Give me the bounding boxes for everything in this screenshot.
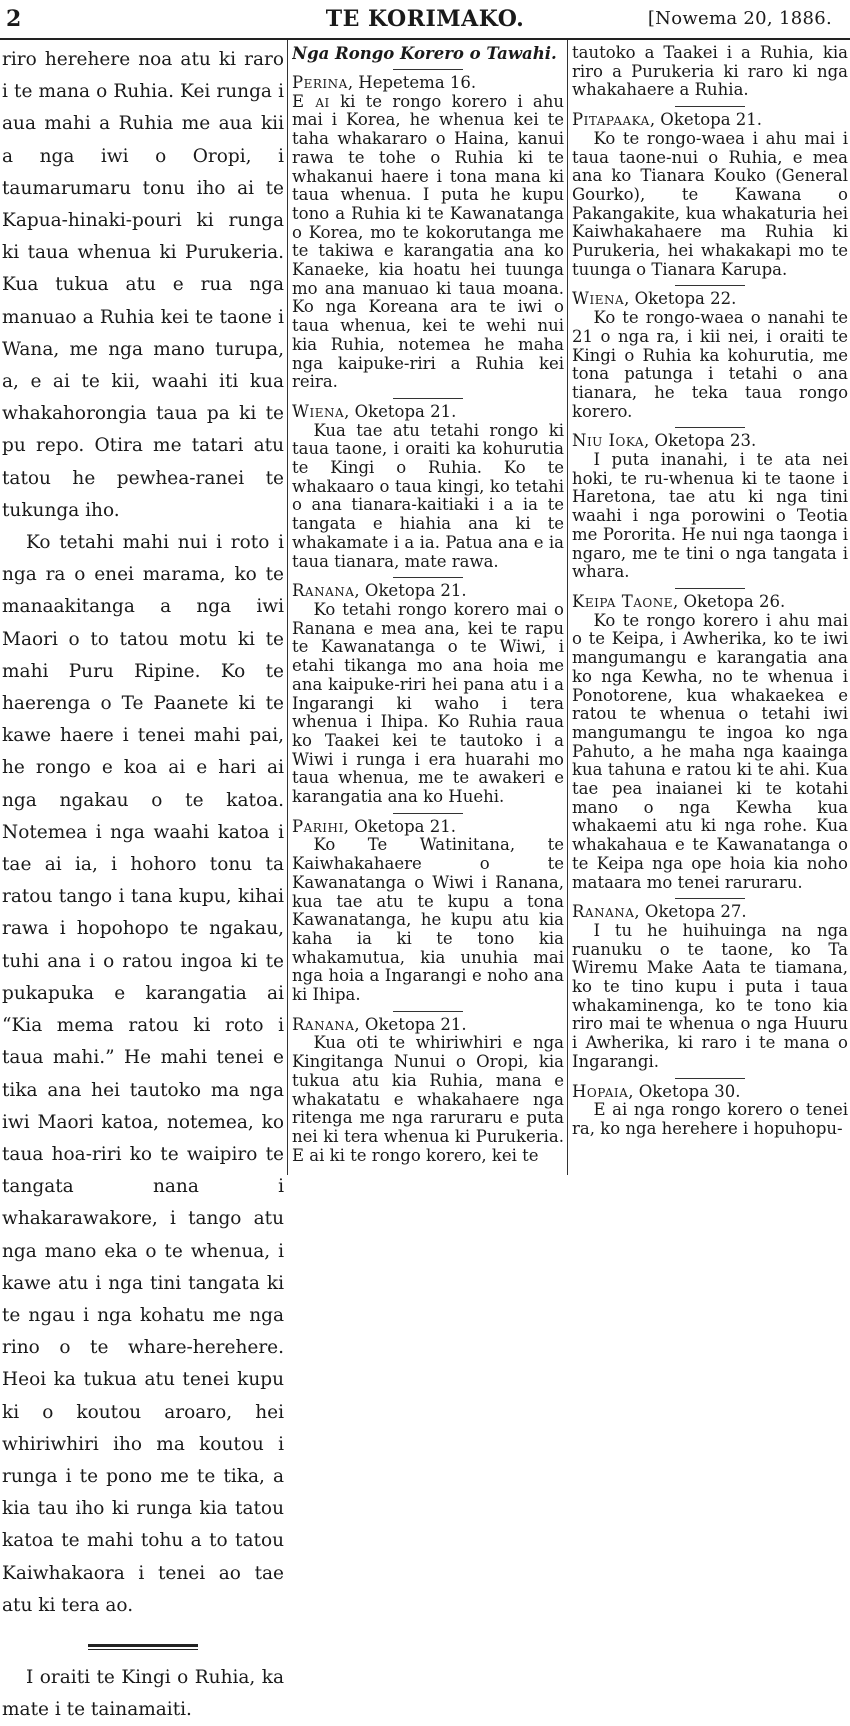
divider (393, 69, 463, 70)
divider (393, 577, 463, 578)
divider (675, 588, 745, 589)
editorial-paragraph: Ko tetahi mahi nui i roto i nga ra o enei marama, ko te manaakitanga a nga iwi Maori o to tatou motu ki te mahi Puru Ripine. Ko te haerenga o Te Paanete ki te kawe haere i tenei mahi pai, he rongo e koa ai e hari ai nga ngakau o te katoa. Notemea i nga waahi katoa i tae ai ia, i hohoro tonu ta ratou tango i tana kupu, kihai rawa i hopohopo te ngakau, tuhi ana i o ratou ingoa ki te pukapuka e karangatia ai “Kia mema ratou ki roto i taua mahi.” He mahi tenei e tika ana hei tautoko ma nga iwi Maori katoa, notemea, ko taua hoa-riri ko te waipiro te tangata nana i whakarawakore, i tango atu nga mano eka o te whenua, i kawe atu i nga tini tangata ki te ngau i nga kohatu me nga rino o te whare-herehere. Heoi ka tukua atu tenei kupu ki o koutou aroaro, hei whiriwhiri iho ma koutou i runga i te pono me te tika, a kia tau iho ki runga kia tatou katoa te mahi tohu a to tatou Kaiwhakaora i tenei ao tae atu ki tera ao. (2, 532, 284, 1616)
dateline: Ranana, Oketopa 21. (292, 581, 467, 601)
editorial-paragraph: I oraiti te Kingi o Ruhia, ka mate i te tainamaiti. (2, 1666, 284, 1721)
news-item: E ai nga rongo korero o tenei ra, ko nga herehere i hopuhopu- (572, 1100, 848, 1138)
dateline: Wiena, Oketopa 21. (292, 401, 457, 421)
column-divider (287, 40, 288, 1175)
dateline: Ranana, Oketopa 27. (572, 902, 747, 922)
dateline: Wiena, Oketopa 22. (572, 289, 737, 309)
page-header (0, 0, 850, 40)
news-item: I puta inanahi, i te ata nei hoki, te ru-whenua ki te taone i Haretona, tae atu ki nga tini waahi i nga porowini o Teotia me Pororita. He nui nga taonga i ngaro, me te tini o nga tangata i whara. (572, 450, 848, 582)
section-divider (88, 1644, 198, 1650)
divider (675, 427, 745, 428)
news-item: Ko te rongo korero i ahu mai o te Keipa, i Awherika, ko te iwi mangumangu e karangatia ana ko nga Kewha, no te whenua i Ponotorene, kua whakaekea e ratou te whenua o tetahi iwi mangumangu te ingoa ko nga Pahuto, a he maha nga kaainga kua tahuna e ratou ki te ahi. Kua tae pea inaianei ki te kotahi mano o nga Kewha kua whakaemi atu ki nga rohe. Kua whakahaua e te Kawanatanga o te Keipa nga ope hoia kia noho mataara mo tenei raruraru. (572, 610, 848, 892)
issue-date: [Nowema 20, 1886. (647, 8, 832, 29)
dateline: Perina, Hepetema 16. (292, 73, 477, 92)
column-middle (292, 44, 564, 1165)
dateline: Keipa Taone, Oketopa 26. (572, 591, 786, 611)
news-item: E ai ki te rongo korero i ahu mai i Korea, he whenua kei te taha whakararo o Haina, kanui rawa te tohe o Ruhia ki te whakanui haere i tona mana ki taua whenua. I puta he kupu tono a Ruhia ki te Kawanatanga o Korea, mo te kokorutanga me te takiwa e karangatia ana ko Kanaeke, kia hoatu hei tuunga mo ana manuao ki taua moana. Ko nga Koreana ara te iwi o taua whenua, kei te wehi nui kia Ruhia, notemea he maha nga kaipuke-riri a Ruhia kei reira. (292, 91, 564, 392)
news-item: Kua oti te whiriwhiri e nga Kingitanga Nunui o Oropi, kia tukua atu kia Ruhia, mana e whakatatu e whakahaere nga ritenga me nga raruraru e puta nei ki tera whenua ki Purukeria. E ai ki te rongo korero, kei te (292, 1033, 564, 1165)
news-item: Ko te rongo-waea i ahu mai i taua taone-nui o Ruhia, e mea ana ko Tianara Kouko (General Gourko), te Kawana o Pakangakite, kua whakaturia hei Kaiwhakahaere ma Ruhia ki Purukeria, hei whakakapi mo te tuunga o Tianara Karupa. (572, 128, 848, 279)
dateline: Niu Ioka, Oketopa 23. (572, 431, 757, 451)
column-right (572, 44, 848, 1139)
editorial-paragraph: riro herehere noa atu ki raro i te mana o Ruhia. Kei runga i aua mahi a Ruhia me aua kii a nga iwi o Oropi, i taumarumaru tonu iho ai te Kapua-hinaki-pouri ki runga ki taua whenua ki Purukeria. Kua tukua atu e rua nga manuao a Ruhia kei te taone i Wana, me nga mano turupa, a, e ai te kii, waahi iti kua whakahorongia taua pa ki te pu repo. Otira me tatari atu tatou he pewhea-ranei te tukunga iho. (2, 49, 284, 521)
news-item-continued: tautoko a Taakei i a Ruhia, kia riro a Purukeria ki raro ki nga whakahaere a Ruhia. (572, 44, 848, 100)
divider (675, 898, 745, 899)
page-number: 2 (6, 6, 22, 32)
section-title: Nga Rongo Korero o Tawahi. (292, 44, 557, 63)
news-item: Ko te rongo-waea o nanahi te 21 o nga ra, i kii nei, i oraiti te Kingi o Ruhia ka kohurutia, me tona patunga i tetahi o ana tianara, he teka taua rongo korero. (572, 308, 848, 421)
divider (393, 398, 463, 399)
dateline: Pitapaaka, Oketopa 21. (572, 110, 763, 130)
news-item: Ko tetahi rongo korero mai o Ranana e mea ana, kei te rapu te Kawanatanga o te Wiwi, i etahi tikanga mo ana hoia me ana kaipuke-riri hei pana atu i a Ingarangi ki waho i tera whenua i Ihipa. Ko Ruhia raua ko Taakei kei te tautoko i a Wiwi i runga i era huarahi mo taua whenua, me te awakeri e karangatia ana ko Huehi. (292, 599, 564, 807)
dateline: Ranana, Oketopa 21. (292, 1014, 467, 1034)
newspaper-title: TE KORIMAKO. (325, 6, 525, 32)
news-item: I tu he huihuinga na nga ruanuku o te taone, ko Ta Wiremu Make Aata te tiamana, ko te tino kupu i puta i taua whakaminenga, ko te tono kia riro mai te whenua o nga Huuru i Awherika, ki raro i te mana o Ingarangi. (572, 920, 848, 1071)
news-item: Kua tae atu tetahi rongo ki taua taone, i oraiti ka kohurutia te Kingi o Ruhia. Ko te whakaaro o taua kingi, ko tetahi o ana tianara-kaitiaki i a ia te tangata e hiahia ana ki te whakamate i a ia. Patua ana e ia taua tianara, mate rawa. (292, 420, 564, 571)
divider (675, 285, 745, 286)
divider (675, 106, 745, 107)
dateline: Hopaia, Oketopa 30. (572, 1081, 741, 1101)
dateline: Parihi, Oketopa 21. (292, 816, 456, 836)
news-item: Ko Te Watinitana, te Kaiwhakahaere o te Kawanatanga o Wiwi i Ranana, kua tae atu te kupu a tona Kawanatanga, he kupu atu kia kaha ia ki te tono kia whakamutua, kia unuhia mai nga hoia a Ingarangi e noho ana ki Ihipa. (292, 835, 564, 1005)
column-divider (567, 40, 568, 1175)
column-left (2, 44, 284, 1726)
divider (675, 1078, 745, 1079)
header-rule (0, 38, 850, 40)
divider (393, 813, 463, 814)
divider (393, 1011, 463, 1012)
